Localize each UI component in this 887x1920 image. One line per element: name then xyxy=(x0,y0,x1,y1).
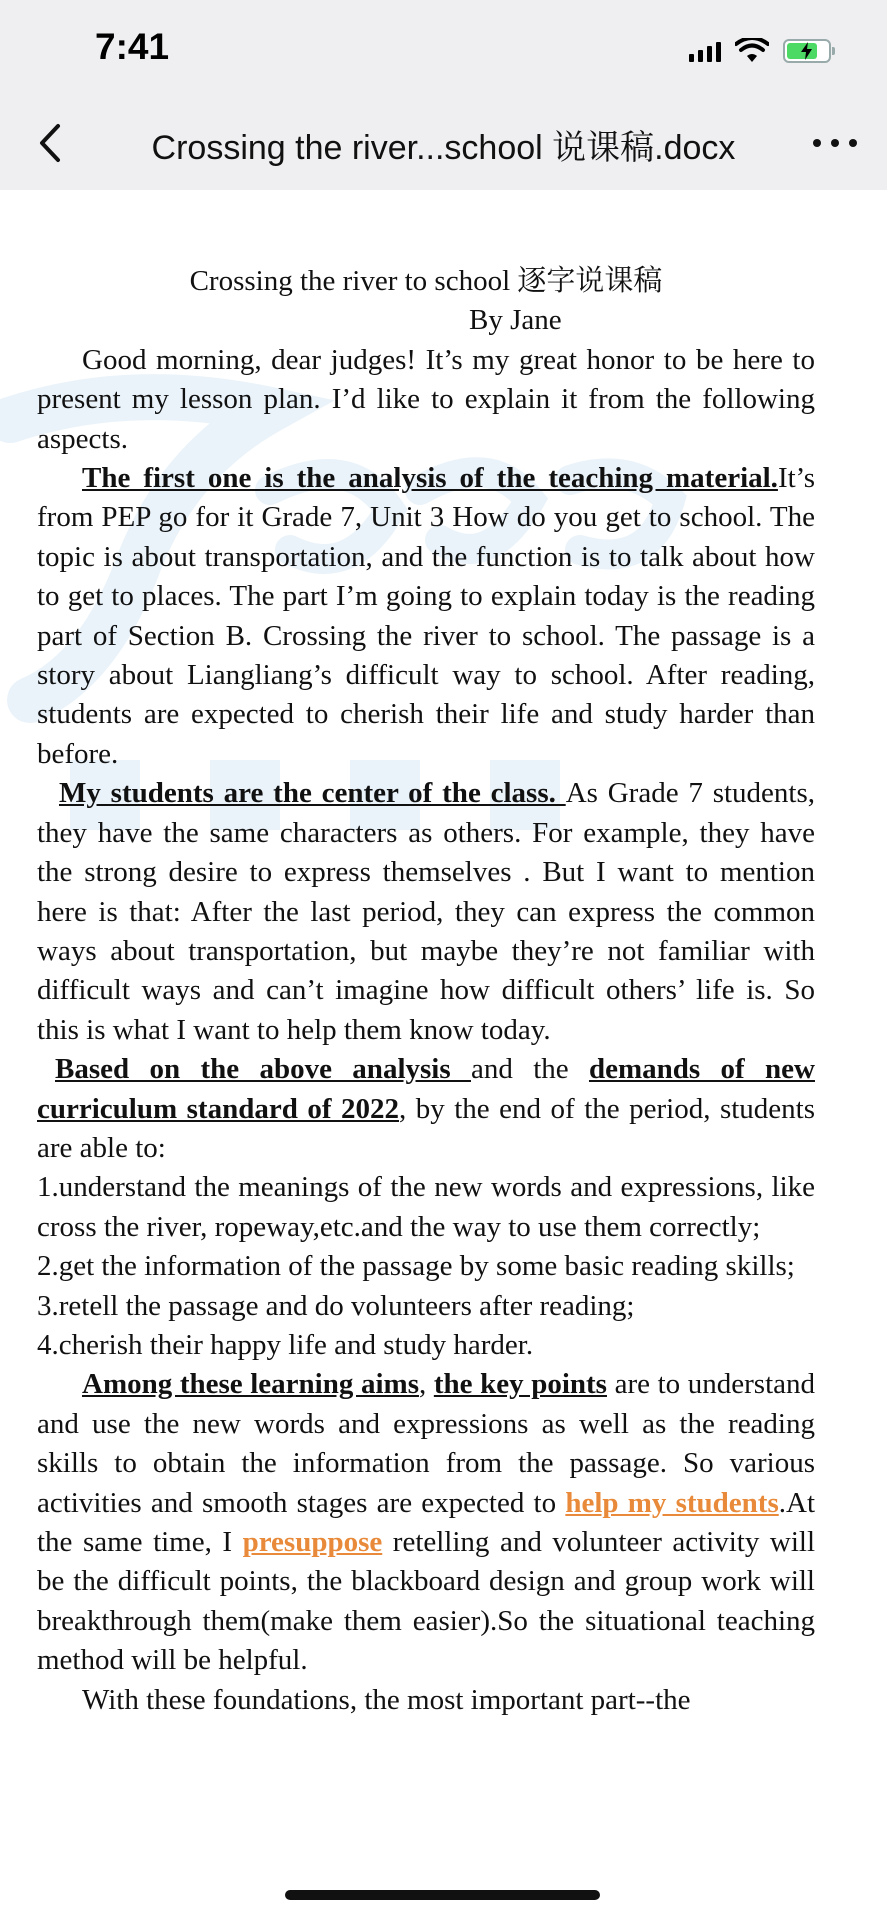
paragraph-material xyxy=(37,459,815,774)
status-icons xyxy=(689,34,831,68)
more-horizontal-icon xyxy=(813,139,821,147)
paragraph-analysis: Based on the above analysis and the demands of new curriculum standard of 2022, by the end of the period, students are able to: xyxy=(37,1053,816,1164)
aim-item: 2.get the information of the passage by some basic reading skills; xyxy=(37,1250,795,1283)
material-text: It’s from PEP go for it Grade 7, Unit 3 How do you get to school. The topic is about transportation, and the function is to talk about how to get to places. The part I’m going to explain today is the reading part of Section B. Crossing the river to school. The passage is a story about Liangliang’s difficult way to school. After reading, students are expected to cherish their life and study harder than before. xyxy=(37,462,815,770)
heading-learning-aims: Among these learning aims xyxy=(82,1368,419,1401)
document-body xyxy=(37,262,815,1720)
aim-item: 4.cherish their happy life and study harder. xyxy=(37,1328,534,1361)
signal-icon xyxy=(689,40,721,62)
document-title-bar: Crossing the river...school 说课稿.docx xyxy=(151,129,736,167)
back-button[interactable] xyxy=(30,118,70,168)
aim-item: 3.retell the passage and do volunteers after reading; xyxy=(37,1289,635,1322)
paragraph-intro: Good morning, dear judges! It’s my great honor to be here to present my lesson plan. I’d like to explain it from the following aspects. xyxy=(37,343,815,455)
highlight-presuppose: presuppose xyxy=(242,1526,383,1558)
paragraph-students xyxy=(37,774,815,1050)
heading-curriculum: demands of new curriculum standard of 2022 xyxy=(37,1053,815,1125)
document-view[interactable] xyxy=(0,190,887,1920)
students-text: As Grade 7 students, they have the same characters as others. For example, they have the strong desire to express themselves . But I want to mention here is that: After the last period, they can express the common ways about transportation, but maybe they’re not familiar with difficult ways and can’t imagine how difficult others’ life is. So this is what I want to help them know today. xyxy=(37,777,815,1046)
battery-charging-icon xyxy=(783,39,831,63)
wifi-icon xyxy=(735,38,769,64)
paragraph-key-points: Among these learning aims, the key points are to understand and use the new words and expressions as well as the reading skills to obtain the information from the passage. So various activities and smooth stages are expected to help my students.At the same time, I presuppose retelling and volunteer activity will be the difficult points, the blackboard design and group work will breakthrough them(make them easier).So the situational teaching method will be helpful. xyxy=(37,1368,816,1677)
doc-author: By Jane xyxy=(469,304,562,337)
heading-key-points: the key points xyxy=(433,1368,607,1401)
doc-title: Crossing the river to school 逐字说课稿 xyxy=(189,265,663,297)
heading-analysis: Based on the above analysis xyxy=(55,1053,471,1086)
heading-students: My students are the center of the class. xyxy=(59,777,566,810)
home-indicator[interactable] xyxy=(285,1890,600,1900)
paragraph-foundations: With these foundations, the most important part--the xyxy=(82,1683,691,1716)
heading-material: The first one is the analysis of the teaching material. xyxy=(82,462,778,495)
aim-item: 1.understand the meanings of the new words and expressions, like cross the river, ropeway,etc.and the way to use them correctly; xyxy=(37,1171,815,1243)
status-time: 7:41 xyxy=(95,26,170,67)
more-button[interactable] xyxy=(813,128,857,158)
chevron-left-icon xyxy=(30,118,70,168)
highlight-help-students: help my students xyxy=(565,1486,779,1519)
top-bar xyxy=(0,0,887,190)
